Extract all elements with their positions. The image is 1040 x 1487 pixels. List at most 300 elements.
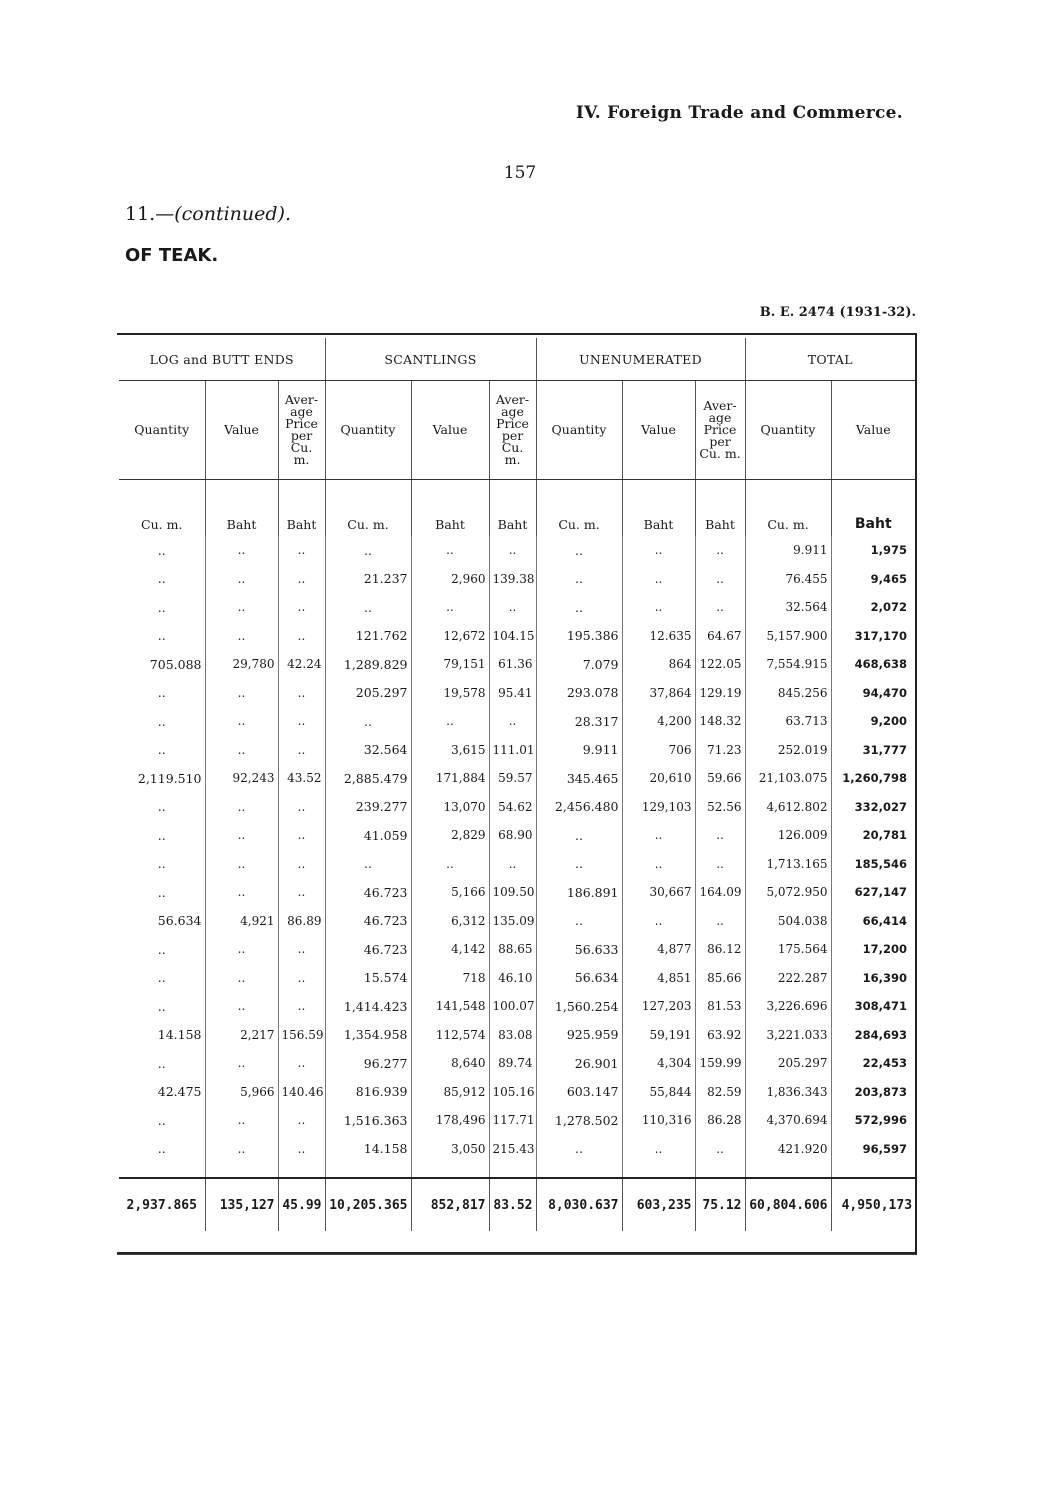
table-cell: 5,966 bbox=[205, 1078, 278, 1107]
table-cell: 215.43 bbox=[489, 1135, 536, 1164]
table-cell: 705.088 bbox=[119, 650, 205, 679]
group-header-scantlings: SCANTLINGS bbox=[325, 338, 536, 381]
table-cell: 468,638 bbox=[854, 657, 908, 672]
table-cell: .. bbox=[205, 935, 278, 964]
table-row bbox=[119, 793, 915, 822]
table-cell: 30,667 bbox=[622, 878, 695, 907]
table-cell: 6,312 bbox=[411, 907, 489, 936]
table-cell: .. bbox=[119, 935, 205, 964]
table-cell: 332,027 bbox=[854, 799, 908, 814]
table-cell: .. bbox=[536, 536, 622, 565]
table-cell: .. bbox=[325, 593, 411, 622]
table-cell: .. bbox=[489, 707, 536, 736]
table-cell: 2,960 bbox=[411, 565, 489, 594]
table-cell: .. bbox=[536, 565, 622, 594]
table-cell: 59,191 bbox=[622, 1021, 695, 1050]
table-cell: 706 bbox=[622, 736, 695, 765]
table-cell: 185,546 bbox=[854, 856, 908, 871]
table-cell: 8,640 bbox=[411, 1049, 489, 1078]
table-cell: .. bbox=[119, 679, 205, 708]
table-cell: 572,996 bbox=[854, 1113, 908, 1128]
table-cell: 42.475 bbox=[119, 1078, 205, 1107]
table-title: OF TEAK. bbox=[125, 245, 219, 266]
table-cell: 345.465 bbox=[536, 764, 622, 793]
table-cell: 46.10 bbox=[489, 964, 536, 993]
table-cell: .. bbox=[278, 707, 325, 736]
table-cell: .. bbox=[536, 907, 622, 936]
table-cell: 222.287 bbox=[745, 964, 831, 993]
table-cell: 14.158 bbox=[325, 1135, 411, 1164]
table-cell: 46.723 bbox=[325, 935, 411, 964]
table-cell: 63.713 bbox=[745, 707, 831, 736]
table-cell: .. bbox=[205, 707, 278, 736]
table-row bbox=[119, 935, 915, 964]
spacer-cell bbox=[622, 1163, 695, 1178]
table-cell: .. bbox=[622, 593, 695, 622]
column-header: Aver-age Price per Cu. m. bbox=[489, 381, 536, 480]
table-cell: .. bbox=[119, 1049, 205, 1078]
table-cell: 4,851 bbox=[622, 964, 695, 993]
table-cell: 239.277 bbox=[325, 793, 411, 822]
group-header-row bbox=[119, 338, 915, 381]
spacer-cell bbox=[831, 1163, 915, 1178]
table-cell: .. bbox=[205, 622, 278, 651]
table-cell: .. bbox=[119, 622, 205, 651]
table-cell: 56.634 bbox=[119, 907, 205, 936]
teak-export-table bbox=[119, 338, 915, 1231]
table-cell: 66,414 bbox=[862, 913, 908, 928]
column-header: Value bbox=[411, 381, 489, 480]
table-cell: .. bbox=[622, 536, 695, 565]
table-cell: .. bbox=[536, 1135, 622, 1164]
table-cell: 156.59 bbox=[278, 1021, 325, 1050]
table-cell: 12,672 bbox=[411, 622, 489, 651]
table-row bbox=[119, 907, 915, 936]
table-cell: .. bbox=[695, 821, 745, 850]
table-cell: .. bbox=[278, 793, 325, 822]
table-cell: .. bbox=[278, 679, 325, 708]
table-row bbox=[119, 992, 915, 1021]
table-cell: 32.564 bbox=[325, 736, 411, 765]
table-cell: .. bbox=[411, 536, 489, 565]
table-cell: .. bbox=[278, 1106, 325, 1135]
table-cell: 718 bbox=[411, 964, 489, 993]
table-cell: .. bbox=[411, 593, 489, 622]
table-cell: 2,217 bbox=[205, 1021, 278, 1050]
table-cell: 52.56 bbox=[695, 793, 745, 822]
unit-header: Baht bbox=[205, 480, 278, 537]
table-cell: 140.46 bbox=[278, 1078, 325, 1107]
table-cell: 308,471 bbox=[854, 999, 908, 1014]
table-cell: 5,157.900 bbox=[745, 622, 831, 651]
table-cell: 284,693 bbox=[854, 1027, 908, 1042]
table-cell: 205.297 bbox=[745, 1049, 831, 1078]
table-cell: 159.99 bbox=[695, 1049, 745, 1078]
table-cell: 26.901 bbox=[536, 1049, 622, 1078]
table-cell: 164.09 bbox=[695, 878, 745, 907]
table-cell: 127,203 bbox=[622, 992, 695, 1021]
table-cell: 816.939 bbox=[325, 1078, 411, 1107]
table-cell: 15.574 bbox=[325, 964, 411, 993]
table-cell: .. bbox=[695, 593, 745, 622]
table-cell: 94,470 bbox=[862, 685, 908, 700]
table-cell: .. bbox=[205, 992, 278, 1021]
unit-header: Cu. m. bbox=[119, 480, 205, 537]
totals-row bbox=[119, 1178, 915, 1231]
spacer-cell bbox=[325, 1163, 411, 1178]
table-cell: .. bbox=[205, 850, 278, 879]
table-row bbox=[119, 565, 915, 594]
table-row bbox=[119, 821, 915, 850]
table-cell: 4,921 bbox=[205, 907, 278, 936]
table-cell: 96.277 bbox=[325, 1049, 411, 1078]
table-cell: .. bbox=[278, 536, 325, 565]
table-cell: 86.89 bbox=[278, 907, 325, 936]
table-cell: 7,554.915 bbox=[745, 650, 831, 679]
table-cell: 195.386 bbox=[536, 622, 622, 651]
table-cell: 56.634 bbox=[536, 964, 622, 993]
table-cell: .. bbox=[695, 536, 745, 565]
table-cell: .. bbox=[278, 964, 325, 993]
group-header-log: LOG and BUTT ENDS bbox=[119, 338, 325, 381]
table-cell: 178,496 bbox=[411, 1106, 489, 1135]
column-header: Quantity bbox=[536, 381, 622, 480]
table-cell: .. bbox=[325, 707, 411, 736]
table-cell: 59.66 bbox=[695, 764, 745, 793]
table-cell: 186.891 bbox=[536, 878, 622, 907]
table-row bbox=[119, 764, 915, 793]
total-cell: 603,235 bbox=[622, 1178, 695, 1231]
table-cell: .. bbox=[536, 850, 622, 879]
table-cell: 3,615 bbox=[411, 736, 489, 765]
table-row bbox=[119, 1078, 915, 1107]
table-cell: .. bbox=[119, 793, 205, 822]
table-cell: 42.24 bbox=[278, 650, 325, 679]
table-cell: 64.67 bbox=[695, 622, 745, 651]
table-cell: 28.317 bbox=[536, 707, 622, 736]
table-cell: .. bbox=[278, 878, 325, 907]
table-cell: 2,072 bbox=[870, 600, 908, 615]
table-cell: 14.158 bbox=[119, 1021, 205, 1050]
table-cell: 79,151 bbox=[411, 650, 489, 679]
table-cell: .. bbox=[119, 1135, 205, 1164]
total-cell: 45.99 bbox=[278, 1178, 325, 1231]
spacer-cell bbox=[695, 1163, 745, 1178]
table-cell: 32.564 bbox=[745, 593, 831, 622]
table-cell: .. bbox=[119, 707, 205, 736]
table-cell: 4,304 bbox=[622, 1049, 695, 1078]
table-cell: 46.723 bbox=[325, 907, 411, 936]
table-cell: 55,844 bbox=[622, 1078, 695, 1107]
column-header: Value bbox=[622, 381, 695, 480]
total-cell: 852,817 bbox=[411, 1178, 489, 1231]
table-cell: 129.19 bbox=[695, 679, 745, 708]
table-cell: 1,560.254 bbox=[536, 992, 622, 1021]
section-title: IV. Foreign Trade and Commerce. bbox=[575, 103, 903, 123]
table-cell: 81.53 bbox=[695, 992, 745, 1021]
table-cell: 293.078 bbox=[536, 679, 622, 708]
table-cell: 122.05 bbox=[695, 650, 745, 679]
unit-header: Cu. m. bbox=[536, 480, 622, 537]
table-cell: 54.62 bbox=[489, 793, 536, 822]
table-cell: .. bbox=[205, 593, 278, 622]
table-cell: .. bbox=[536, 821, 622, 850]
table-cell: .. bbox=[119, 992, 205, 1021]
table-cell: .. bbox=[622, 821, 695, 850]
table-cell: .. bbox=[119, 964, 205, 993]
total-cell: 4,950,173 bbox=[841, 1197, 913, 1213]
table-cell: 82.59 bbox=[695, 1078, 745, 1107]
table-cell: 12.635 bbox=[622, 622, 695, 651]
table-cell: .. bbox=[411, 850, 489, 879]
year-reference: B. E. 2474 (1931-32). bbox=[759, 305, 916, 320]
table-row bbox=[119, 850, 915, 879]
table-cell: 104.15 bbox=[489, 622, 536, 651]
table-row bbox=[119, 679, 915, 708]
column-header: Value bbox=[831, 381, 915, 480]
table-cell: .. bbox=[489, 593, 536, 622]
table-cell: .. bbox=[695, 907, 745, 936]
table-cell: .. bbox=[622, 1135, 695, 1164]
table-cell: 96,597 bbox=[862, 1141, 908, 1156]
table-cell: .. bbox=[536, 593, 622, 622]
table-cell: 925.959 bbox=[536, 1021, 622, 1050]
table-row bbox=[119, 622, 915, 651]
table-cell: 37,864 bbox=[622, 679, 695, 708]
table-cell: 110,316 bbox=[622, 1106, 695, 1135]
table-body bbox=[119, 536, 915, 1231]
table-cell: .. bbox=[278, 935, 325, 964]
total-cell: 10,205.365 bbox=[325, 1178, 411, 1231]
table-cell: 1,414.423 bbox=[325, 992, 411, 1021]
table-cell: 171,884 bbox=[411, 764, 489, 793]
table-cell: 88.65 bbox=[489, 935, 536, 964]
table-cell: .. bbox=[119, 821, 205, 850]
table-base-rule bbox=[117, 1252, 917, 1254]
unit-header: Baht bbox=[622, 480, 695, 537]
table-cell: 71.23 bbox=[695, 736, 745, 765]
table-cell: 126.009 bbox=[745, 821, 831, 850]
table-cell: .. bbox=[278, 565, 325, 594]
column-header: Aver-age Price per Cu. m. bbox=[278, 381, 325, 480]
table-cell: .. bbox=[278, 593, 325, 622]
table-cell: 29,780 bbox=[205, 650, 278, 679]
table-row bbox=[119, 1049, 915, 1078]
unit-header: Cu. m. bbox=[325, 480, 411, 537]
table-cell: .. bbox=[119, 878, 205, 907]
table-cell: 9.911 bbox=[745, 536, 831, 565]
table-cell: 504.038 bbox=[745, 907, 831, 936]
table-cell: 63.92 bbox=[695, 1021, 745, 1050]
column-header: Quantity bbox=[119, 381, 205, 480]
unit-header-row bbox=[119, 480, 915, 537]
table-cell: .. bbox=[278, 622, 325, 651]
table-cell: 59.57 bbox=[489, 764, 536, 793]
table-cell: 85.66 bbox=[695, 964, 745, 993]
table-cell: 4,877 bbox=[622, 935, 695, 964]
table-cell: 31,777 bbox=[862, 742, 908, 757]
table-cell: 16,390 bbox=[862, 970, 908, 985]
table-cell: 111.01 bbox=[489, 736, 536, 765]
table-cell: 121.762 bbox=[325, 622, 411, 651]
table-cell: 92,243 bbox=[205, 764, 278, 793]
table-cell: 317,170 bbox=[854, 628, 908, 643]
table-cell: 109.50 bbox=[489, 878, 536, 907]
table-row bbox=[119, 593, 915, 622]
table-cell: 864 bbox=[622, 650, 695, 679]
table-cell: 1,289.829 bbox=[325, 650, 411, 679]
group-header-total: TOTAL bbox=[745, 338, 915, 381]
spacer-cell bbox=[205, 1163, 278, 1178]
table-cell: .. bbox=[119, 565, 205, 594]
table-cell: 5,166 bbox=[411, 878, 489, 907]
table-cell: 21,103.075 bbox=[745, 764, 831, 793]
table-cell: 9.911 bbox=[536, 736, 622, 765]
table-cell: 603.147 bbox=[536, 1078, 622, 1107]
table-cell: 117.71 bbox=[489, 1106, 536, 1135]
table-cell: 9,200 bbox=[870, 714, 908, 729]
table-cell: 4,370.694 bbox=[745, 1106, 831, 1135]
spacer-cell bbox=[119, 1163, 205, 1178]
table-cell: .. bbox=[205, 1106, 278, 1135]
table-number bbox=[125, 203, 291, 225]
table-row bbox=[119, 536, 915, 565]
unit-header: Cu. m. bbox=[745, 480, 831, 537]
table-cell: .. bbox=[278, 821, 325, 850]
table-cell: 3,050 bbox=[411, 1135, 489, 1164]
table-cell: .. bbox=[205, 1049, 278, 1078]
table-cell: .. bbox=[622, 907, 695, 936]
table-cell: .. bbox=[205, 536, 278, 565]
table-cell: 19,578 bbox=[411, 679, 489, 708]
total-cell: 60,804.606 bbox=[745, 1178, 831, 1231]
table-cell: .. bbox=[278, 736, 325, 765]
table-cell: 135.09 bbox=[489, 907, 536, 936]
table-cell: 83.08 bbox=[489, 1021, 536, 1050]
table-cell: 89.74 bbox=[489, 1049, 536, 1078]
table-cell: 9,465 bbox=[870, 571, 908, 586]
table-cell: .. bbox=[489, 850, 536, 879]
table-cell: 845.256 bbox=[745, 679, 831, 708]
column-header: Aver-age Price per Cu. m. bbox=[695, 381, 745, 480]
total-cell: 75.12 bbox=[695, 1178, 745, 1231]
table-number-label: 11.— bbox=[125, 203, 175, 225]
table-cell: 43.52 bbox=[278, 764, 325, 793]
table-cell: 21.237 bbox=[325, 565, 411, 594]
table-cell: .. bbox=[325, 850, 411, 879]
table-row bbox=[119, 1106, 915, 1135]
table-row bbox=[119, 1135, 915, 1164]
table-cell: .. bbox=[278, 1135, 325, 1164]
table-cell: 141,548 bbox=[411, 992, 489, 1021]
table-cell: .. bbox=[695, 565, 745, 594]
group-header-unenumerated: UNENUMERATED bbox=[536, 338, 745, 381]
unit-header: Baht bbox=[695, 480, 745, 537]
table-cell: 20,610 bbox=[622, 764, 695, 793]
table-cell: .. bbox=[205, 736, 278, 765]
table-cell: .. bbox=[119, 736, 205, 765]
table-cell: .. bbox=[622, 565, 695, 594]
table-cell: 1,260,798 bbox=[842, 771, 908, 786]
table-cell: .. bbox=[205, 1135, 278, 1164]
table-cell: 139.38 bbox=[489, 565, 536, 594]
table-cell: 68.90 bbox=[489, 821, 536, 850]
table-cell: 2,456.480 bbox=[536, 793, 622, 822]
table-cell: .. bbox=[205, 964, 278, 993]
table-cell: 56.633 bbox=[536, 935, 622, 964]
table-cell: 5,072.950 bbox=[745, 878, 831, 907]
table-cell: 100.07 bbox=[489, 992, 536, 1021]
table-cell: .. bbox=[205, 793, 278, 822]
table-continued-label: (continued). bbox=[174, 203, 291, 225]
table-cell: .. bbox=[119, 593, 205, 622]
table-cell: 22,453 bbox=[862, 1056, 908, 1071]
table-cell: 2,885.479 bbox=[325, 764, 411, 793]
table-cell: 112,574 bbox=[411, 1021, 489, 1050]
table-cell: 148.32 bbox=[695, 707, 745, 736]
unit-header: Baht bbox=[411, 480, 489, 537]
table-cell: 203,873 bbox=[854, 1084, 908, 1099]
table-cell: 13,070 bbox=[411, 793, 489, 822]
table-row bbox=[119, 707, 915, 736]
table-cell: 1,975 bbox=[870, 543, 908, 558]
table-row bbox=[119, 650, 915, 679]
table-cell: 76.455 bbox=[745, 565, 831, 594]
table-cell: 20,781 bbox=[862, 828, 908, 843]
table-cell: .. bbox=[205, 565, 278, 594]
table-cell: .. bbox=[205, 821, 278, 850]
table-cell: 627,147 bbox=[854, 885, 908, 900]
table-cell: .. bbox=[119, 536, 205, 565]
table-row bbox=[119, 964, 915, 993]
table-cell: 4,200 bbox=[622, 707, 695, 736]
table-cell: 252.019 bbox=[745, 736, 831, 765]
column-header: Value bbox=[205, 381, 278, 480]
table-cell: .. bbox=[278, 850, 325, 879]
table-cell: .. bbox=[325, 536, 411, 565]
total-cell: 83.52 bbox=[489, 1178, 536, 1231]
table-row bbox=[119, 878, 915, 907]
page-number: 157 bbox=[503, 163, 537, 183]
table-cell: 46.723 bbox=[325, 878, 411, 907]
table-cell: 41.059 bbox=[325, 821, 411, 850]
table-cell: 1,354.958 bbox=[325, 1021, 411, 1050]
table-cell: .. bbox=[205, 878, 278, 907]
column-header: Quantity bbox=[325, 381, 411, 480]
table-cell: 421.920 bbox=[745, 1135, 831, 1164]
spacer-cell bbox=[536, 1163, 622, 1178]
spacer-row bbox=[119, 1163, 915, 1178]
table-cell: .. bbox=[205, 679, 278, 708]
unit-header: Baht bbox=[489, 480, 536, 537]
table-cell: 2,829 bbox=[411, 821, 489, 850]
table-cell: 86.12 bbox=[695, 935, 745, 964]
table-cell: 17,200 bbox=[862, 942, 908, 957]
unit-header: Baht bbox=[278, 480, 325, 537]
spacer-cell bbox=[411, 1163, 489, 1178]
table-cell: 85,912 bbox=[411, 1078, 489, 1107]
table-cell: 4,142 bbox=[411, 935, 489, 964]
table-cell: 1,278.502 bbox=[536, 1106, 622, 1135]
column-header: Quantity bbox=[745, 381, 831, 480]
spacer-cell bbox=[745, 1163, 831, 1178]
table-cell: .. bbox=[278, 992, 325, 1021]
spacer-cell bbox=[278, 1163, 325, 1178]
spacer-cell bbox=[489, 1163, 536, 1178]
table-cell: .. bbox=[278, 1049, 325, 1078]
total-cell: 135,127 bbox=[205, 1178, 278, 1231]
table-cell: 2,119.510 bbox=[119, 764, 205, 793]
